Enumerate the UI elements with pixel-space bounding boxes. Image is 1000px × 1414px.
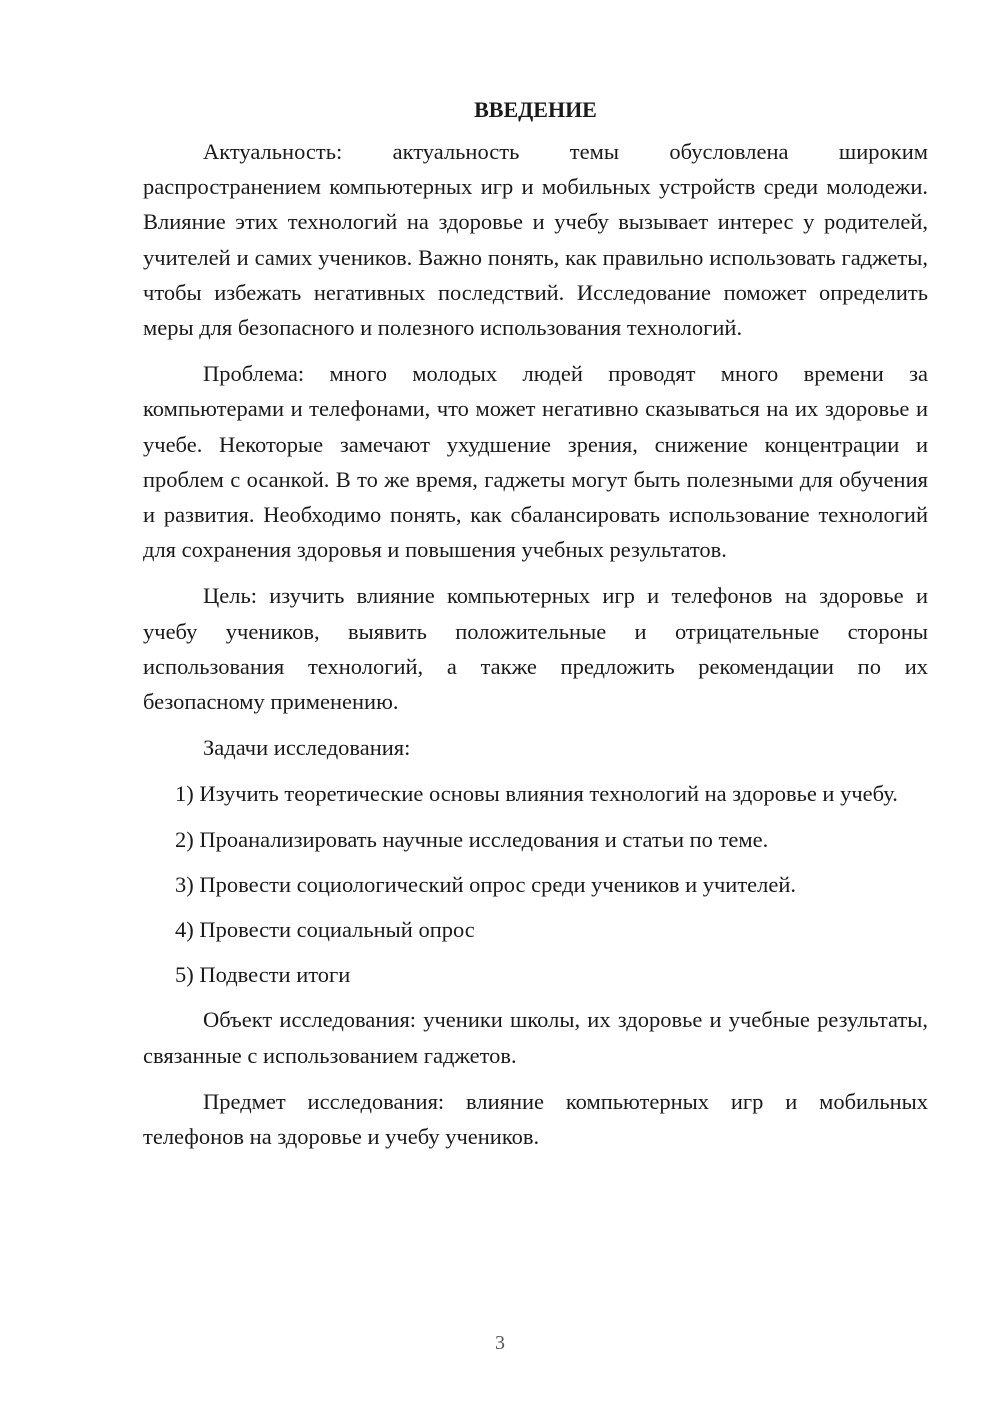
document-page (143, 88, 928, 1165)
list-item: 5) Подвести итоги (175, 962, 351, 988)
paragraph-relevance: Актуальность: актуальность темы обусловлена широким распространением компьютерных игр и мобильных устройств среди молодежи. Влияние этих технологий на здоровье и учебу вызывает интерес у родителей, учителей и самих учеников. Важно понять, как правильно использовать гаджеты, чтобы избежать негативных последствий. Исследование поможет определить меры для безопасного и полезного использования технологий. (143, 139, 928, 341)
paragraph-subject: Предмет исследования: влияние компьютерных игр и мобильных телефонов на здоровье и учебу учеников. (143, 1088, 928, 1150)
page-title: ВВЕДЕНИЕ (474, 97, 597, 122)
list-item: 2) Проанализировать научные исследования и статьи по теме. (175, 826, 769, 852)
paragraph-problem: Проблема: много молодых людей проводят много времени за компьютерами и телефонами, что может негативно сказываться на их здоровье и учебе. Некоторые замечают ухудшение зрения, снижение концентрации и проблем с осанкой. В то же время, гаджеты могут быть полезными для обучения и развития. Необходимо понять, как сбалансировать использование технологий для сохранения здоровья и повышения учебных результатов. (143, 361, 928, 563)
paragraph-object: Объект исследования: ученики школы, их здоровье и учебные результаты, связанные с использованием гаджетов. (143, 1007, 928, 1068)
tasks-list (143, 776, 928, 992)
paragraph-goal: Цель: изучить влияние компьютерных игр и телефонов на здоровье и учебу учеников, выявить положительные и отрицательные стороны использования технологий, а также предложить рекомендации по их безопасному применению. (143, 583, 928, 715)
page-number: 3 (495, 1332, 505, 1354)
list-item: 1) Изучить теоретические основы влияния технологий на здоровье и учебу. (175, 781, 898, 807)
tasks-heading: Задачи исследования: (203, 735, 411, 761)
list-item: 4) Провести социальный опрос (175, 917, 475, 943)
list-item: 3) Провести социологический опрос среди учеников и учителей. (175, 871, 797, 897)
